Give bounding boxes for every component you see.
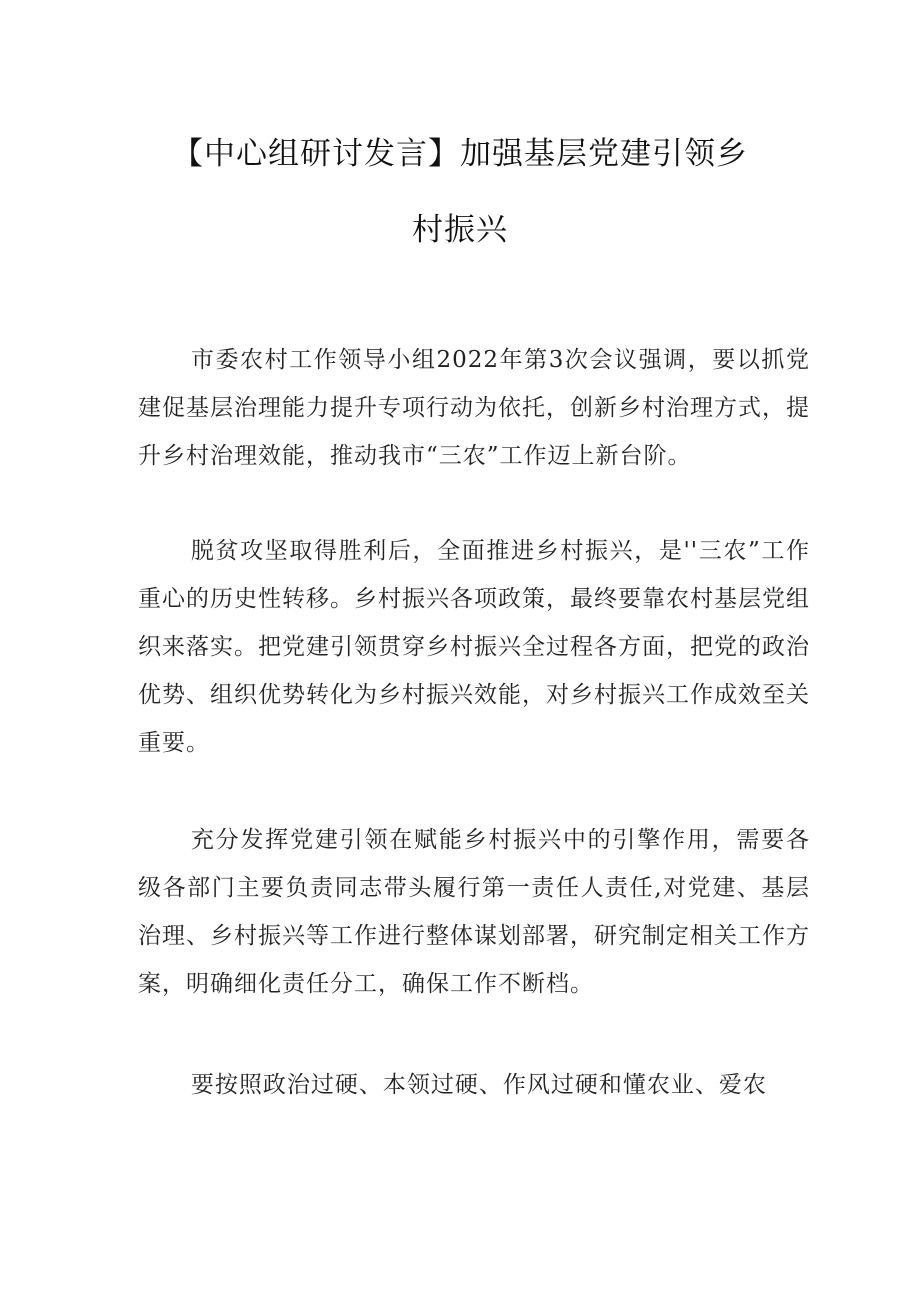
paragraph: 市委农村工作领导小组2022年第3次会议强调，要以抓党建促基层治理能力提升专项行动为依托，创新乡村治理方式，提升乡村治理效能，推动我市“三农”工作迈上新台阶。 [138,347,810,469]
paragraph: 充分发挥党建引领在赋能乡村振兴中的引擎作用，需要各级各部门主要负责同志带头履行第一责任人责任,对党建、基层治理、乡村振兴等工作进行整体谋划部署，研究制定相关工作方案，明确细化责任分工，确保工作不断档。 [138,827,810,997]
paragraph: 要按照政治过硬、本领过硬、作风过硬和懂农业、爱农 [190,1072,767,1098]
paragraph: 脱贫攻坚取得胜利后，全面推进乡村振兴，是''三农”工作重心的历史性转移。乡村振兴各项政策，最终要靠农村基层党组织来落实。把党建引领贯穿乡村振兴全过程各方面，把党的政治优势、组织优势转化为乡村振兴效能，对乡村振兴工作成效至关重要。 [138,538,810,756]
document-title-line-2: 村振兴 [412,212,508,248]
document-title-line-1: 【中心组研讨发言】加强基层党建引领乡 [172,136,748,172]
